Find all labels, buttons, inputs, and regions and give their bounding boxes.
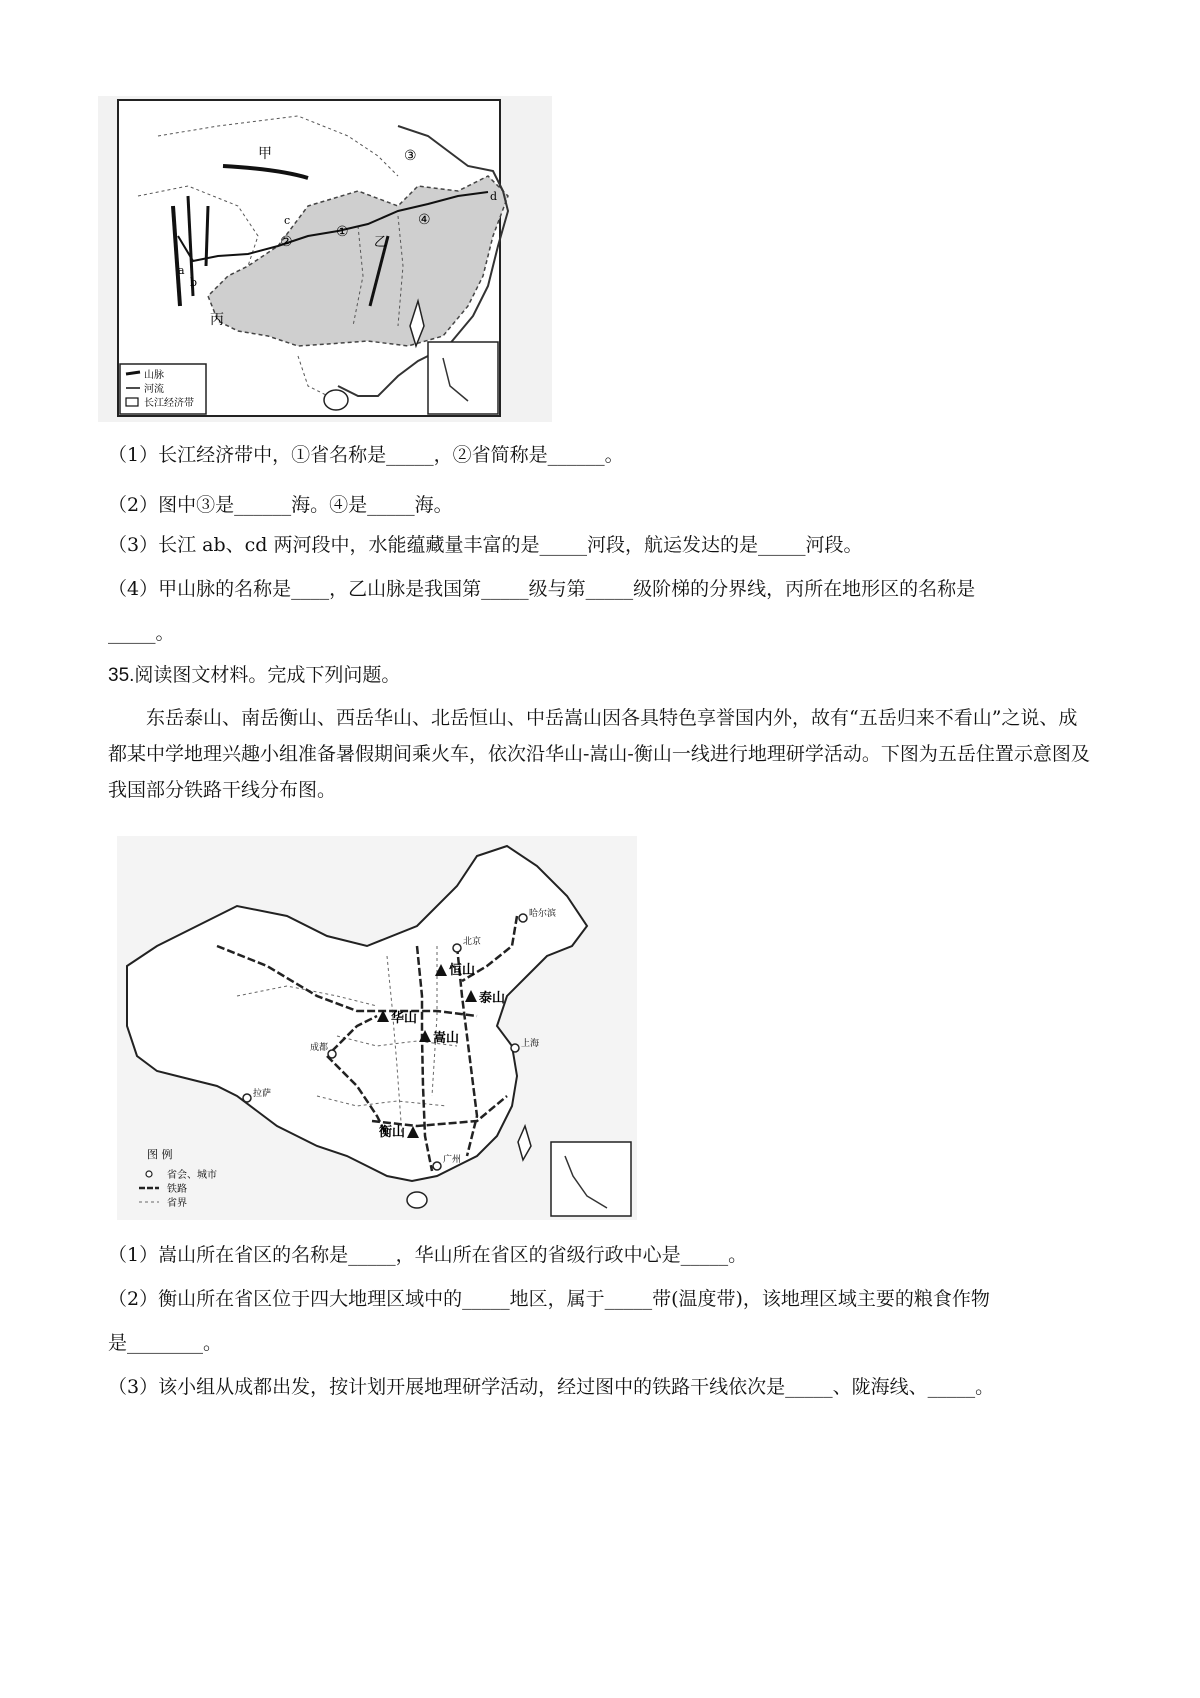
map1-legend-river: 河流	[144, 384, 164, 395]
label-a: a	[178, 264, 185, 277]
map1-legend-mountain: 山脉	[144, 370, 164, 381]
label-n4: ④	[418, 212, 431, 228]
label-c: c	[284, 214, 291, 227]
q35-header	[108, 660, 400, 691]
label-b: b	[190, 276, 198, 289]
q34-item-4: （4）甲山脉的名称是____，乙山脉是我国第_____级与第_____级阶梯的分界线，丙所在地形区的名称是	[108, 578, 976, 600]
china-railway-map	[117, 836, 637, 1220]
mountain-taishan: 泰山	[479, 991, 506, 1006]
china-map-drawing	[117, 836, 637, 1220]
map1-legend-belt: 长江经济带	[144, 398, 194, 409]
q35-number: 35.	[108, 665, 135, 686]
label-n1: ①	[336, 224, 349, 240]
q34-item-4-cont: _____。	[108, 622, 175, 644]
q35-item-1: （1）嵩山所在省区的名称是_____，华山所在省区的省级行政中心是_____。	[108, 1244, 748, 1266]
city-chengdu: 成都	[310, 1043, 329, 1053]
label-jia: 甲	[258, 146, 272, 162]
label-n3: ③	[404, 148, 417, 164]
q35-item-2: （2）衡山所在省区位于四大地理区域中的_____地区，属于_____带(温度带)，该地理区域主要的粮食作物	[108, 1288, 990, 1310]
yangtze-economic-belt-map	[98, 96, 552, 422]
map2-legend-city: 省会、城市	[167, 1170, 217, 1181]
mountain-hengshan-south: 衡山	[379, 1125, 406, 1140]
city-beijing: 北京	[463, 937, 482, 947]
q35-item-2-cont: 是________。	[108, 1332, 223, 1354]
q35-item-3: （3）该小组从成都出发，按计划开展地理研学活动，经过图中的铁路干线依次是_____、陇海线、_____。	[108, 1376, 995, 1398]
label-n2: ②	[280, 234, 293, 250]
map2-legend-railway: 铁路	[167, 1184, 187, 1195]
map2-legend-title: 图 例	[147, 1148, 173, 1161]
city-harbin: 哈尔滨	[529, 909, 557, 919]
q34-item-1: （1）长江经济带中，①省名称是_____，②省简称是______。	[108, 444, 624, 466]
city-lhasa: 拉萨	[253, 1089, 272, 1099]
city-shanghai: 上海	[521, 1039, 540, 1049]
q35-title: 阅读图文材料。完成下列问题。	[134, 664, 401, 686]
q35-paragraph: 东岳泰山、南岳衡山、西岳华山、北岳恒山、中岳嵩山因各具特色享誉国内外，故有“五岳归来不看山”之说、成都某中学地理兴趣小组准备暑假期间乘火车，依次沿华山-嵩山-衡山一线进行地理研学活动。下图为五岳住置示意图及我国部分铁路干线分布图。	[108, 707, 1090, 801]
city-guangzhou: 广州	[443, 1155, 462, 1165]
label-bing: 丙	[210, 312, 224, 328]
q34-item-2: （2）图中③是______海。④是_____海。	[108, 494, 453, 516]
mountain-huashan: 华山	[391, 1011, 418, 1026]
mountain-hengshan-north: 恒山	[449, 963, 476, 978]
mountain-songshan: 嵩山	[433, 1031, 460, 1046]
yangtze-map-drawing	[98, 96, 552, 422]
q34-item-3: （3）长江 ab、cd 两河段中，水能蕴藏量丰富的是_____河段，航运发达的是_____河段。	[108, 534, 863, 556]
map2-legend-border: 省界	[167, 1198, 187, 1209]
label-yi: 乙	[374, 235, 388, 250]
label-d: d	[490, 190, 498, 203]
